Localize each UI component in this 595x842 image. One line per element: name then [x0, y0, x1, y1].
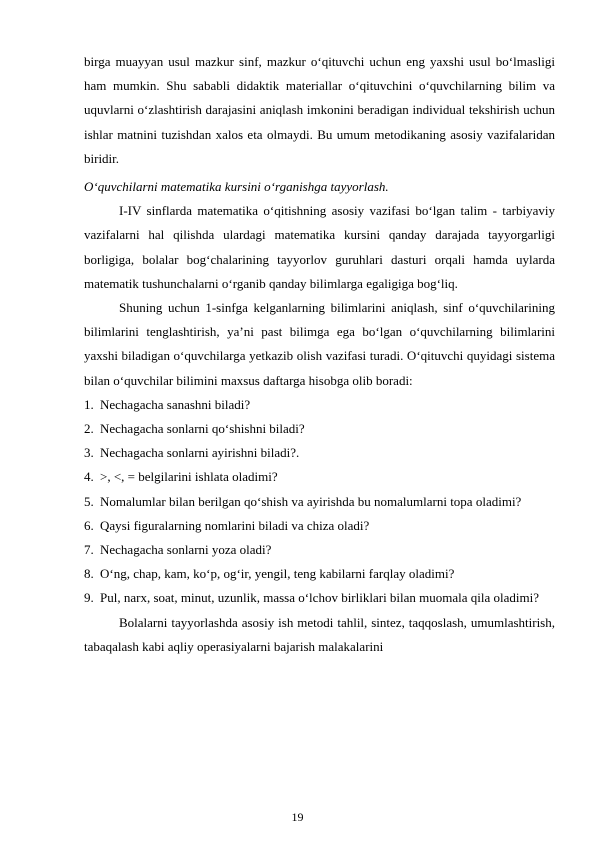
list-item: 1. Nechagacha sanashni biladi? [84, 396, 251, 412]
paragraph-4: Bolalarni tayyorlashda asosiy ish metodi tahlil, sintez, taqqoslash, umumlashtirish, tabaqalash kabi aqliy operasiyalarni bajarish malakalarini [84, 614, 555, 654]
document-page [84, 50, 555, 659]
list-item-text: Pul, narx, soat, minut, uzunlik, massa o‘lchov birliklari bilan muomala qila oladimi? [100, 590, 540, 606]
list-item-text: Qaysi figuralarning nomlarini biladi va chiza oladi? [100, 517, 370, 533]
list-item: 7. Nechagacha sonlarni yoza oladi? [84, 542, 272, 558]
list-item: 3. Nechagacha sonlarni ayirishni biladi?. [84, 445, 300, 461]
list-item: 5. Nomalumlar bilan berilgan qo‘shish va ayirishda bu nomalumlarni topa oladimi? [84, 493, 522, 509]
list-item: 4. >, <, = belgilarini ishlata oladimi? [84, 469, 278, 485]
list-item: 9. Pul, narx, soat, minut, uzunlik, massa o‘lchov birliklari bilan muomala qila oladimi? [84, 590, 540, 606]
list-item: 6. Qaysi figuralarning nomlarini biladi va chiza oladi? [84, 517, 370, 533]
paragraph-2: I-IV sinflarda matematika o‘qitishning asosiy vazifasi bo‘lgan talim - tarbiyaviy vazifalarni hal qilishda ulardagi matematika kursini qanday darajada tayyorgarligi borligiga, bolalar bog‘chalarining tayyorlov guruhlari dasturi orqali hamda uylarda matematik tushunchalarni o‘rganib qanday bilimlarga egaligiga bog‘liq. [84, 203, 555, 291]
section-heading: O‘quvchilarni matematika kursini o‘rganishga tayyorlash. [84, 179, 389, 195]
list-item-text: Nechagacha sonlarni qo‘shishni biladi? [100, 421, 305, 437]
list-item-text: >, <, = belgilarini ishlata oladimi? [100, 469, 278, 485]
list-item-text: Nechagacha sonlarni yoza oladi? [100, 542, 272, 558]
list-item-text: Nechagacha sonlarni ayirishni biladi?. [100, 445, 300, 461]
list-item: 8. O‘ng, chap, kam, ko‘p, og‘ir, yengil, teng kabilarni farqlay oladimi? [84, 566, 455, 582]
question-list [84, 393, 555, 611]
paragraph-1: birga muayyan usul mazkur sinf, mazkur o‘qituvchi uchun eng yaxshi usul bo‘lmasligi ham mumkin. Shu sababli didaktik materiallar o‘qituvchini o‘quvchilarning bilim va uquvlarni o‘zlashtirish darajasini aniqlash imkonini beradigan individual tekshirish uchun ishlar matnini tuzishdan xalos eta olmaydi. Bu umum metodikaning asosiy vazifalaridan biridir. [84, 54, 555, 166]
list-item: 2. Nechagacha sonlarni qo‘shishni biladi? [84, 421, 305, 437]
list-item-text: O‘ng, chap, kam, ko‘p, og‘ir, yengil, teng kabilarni farqlay oladimi? [100, 566, 455, 582]
paragraph-3: Shuning uchun 1-sinfga kelganlarning bilimlarini aniqlash, sinf o‘quvchilarining bilimlarini tenglashtirish, ya’ni past bilimga ega bo‘lgan o‘quvchilarning bilimlarini yaxshi biladigan o‘quvchilarga yetkazib olish vazifasi turadi. O‘qituvchi quyidagi sistema bilan o‘quvchilar bilimini maxsus daftarga hisobga olib boradi: [84, 300, 555, 388]
page-number: 19 [291, 810, 304, 824]
list-item-text: Nechagacha sanashni biladi? [100, 396, 251, 412]
list-item-text: Nomalumlar bilan berilgan qo‘shish va ayirishda bu nomalumlarni topa oladimi? [100, 493, 522, 509]
